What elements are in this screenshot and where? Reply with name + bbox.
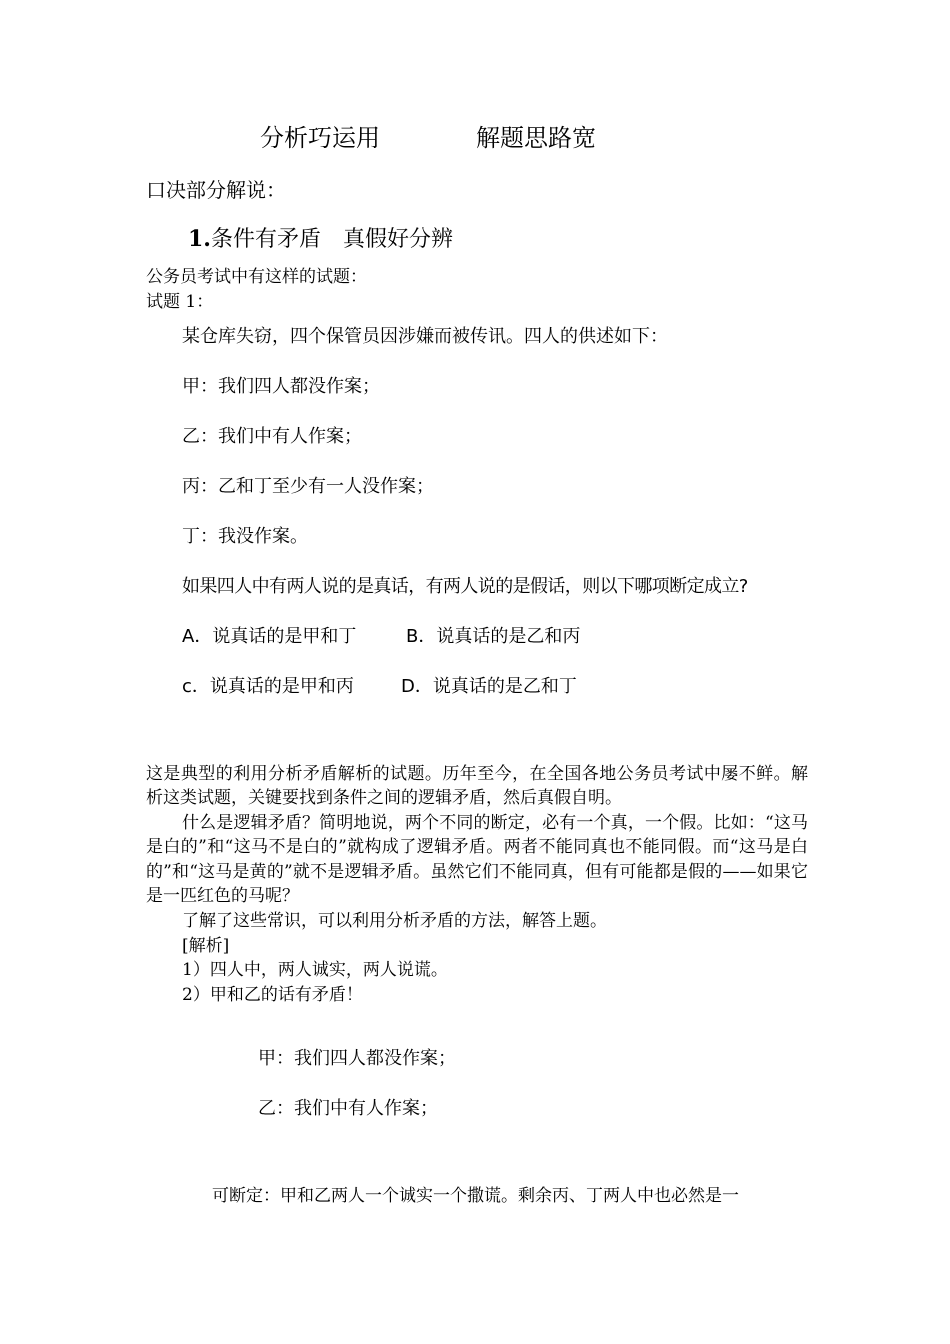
subheading [188, 222, 453, 253]
statement-bing: 丙：乙和丁至少有一人没作案； [182, 476, 434, 497]
statement-yi: 乙：我们中有人作案； [182, 426, 362, 447]
paragraph-1: 这是典型的利用分析矛盾解析的试题。历年至今，在全国各地公务员考试中屡不鲜。解析这类试题，关键要找到条件之间的逻辑矛盾，然后真假自明。 [146, 764, 808, 809]
subheading-text: 条件有矛盾 真假好分辨 [210, 227, 453, 252]
option-b: B．说真话的是乙和丙 [406, 626, 581, 647]
analysis-step-2: 2）甲和乙的话有矛盾！ [182, 985, 363, 1005]
statement-ding: 丁：我没作案。 [182, 526, 308, 547]
option-a: A．说真话的是甲和丁 [182, 626, 357, 647]
intro-line-2: 试题 1： [146, 292, 214, 312]
quote-yi: 乙：我们中有人作案； [258, 1098, 438, 1119]
question-stem: 某仓库失窃，四个保管员因涉嫌而被传讯。四人的供述如下： [182, 326, 668, 347]
option-d: D．说真话的是乙和丁 [401, 676, 577, 697]
analysis-step-1: 1）四人中，两人诚实，两人说谎。 [182, 960, 448, 980]
conclusion: 可断定：甲和乙两人一个诚实一个撒谎。剩余丙、丁两人中也必然是一 [212, 1186, 739, 1206]
intro-line-1: 公务员考试中有这样的试题： [146, 267, 367, 287]
statement-jia: 甲：我们四人都没作案； [182, 376, 380, 397]
analysis-label: [解析] [182, 936, 230, 956]
question-prompt: 如果四人中有两人说的是真话，有两人说的是假话，则以下哪项断定成立? [182, 576, 748, 597]
paragraph-2: 什么是逻辑矛盾？简明地说，两个不同的断定，必有一个真，一个假。比如：“这马是白的”和“这马不是白的”就构成了逻辑矛盾。两者不能同真也不能同假。而“这马是白的”和“这马是黄的”就不是逻辑矛盾。虽然它们不能同真，但有可能都是假的——如果它是一匹红色的马呢？ [146, 813, 808, 906]
paragraph-3: 了解了这些常识，可以利用分析矛盾的方法，解答上题。 [182, 911, 607, 931]
subheading-number: 1. [188, 226, 211, 252]
option-c: c．说真话的是甲和丙 [182, 676, 354, 697]
section-heading: 口决部分解说： [146, 178, 286, 202]
title-right: 解题思路宽 [476, 124, 596, 152]
title-left: 分析巧运用 [260, 124, 380, 152]
quote-jia: 甲：我们四人都没作案； [258, 1048, 456, 1069]
